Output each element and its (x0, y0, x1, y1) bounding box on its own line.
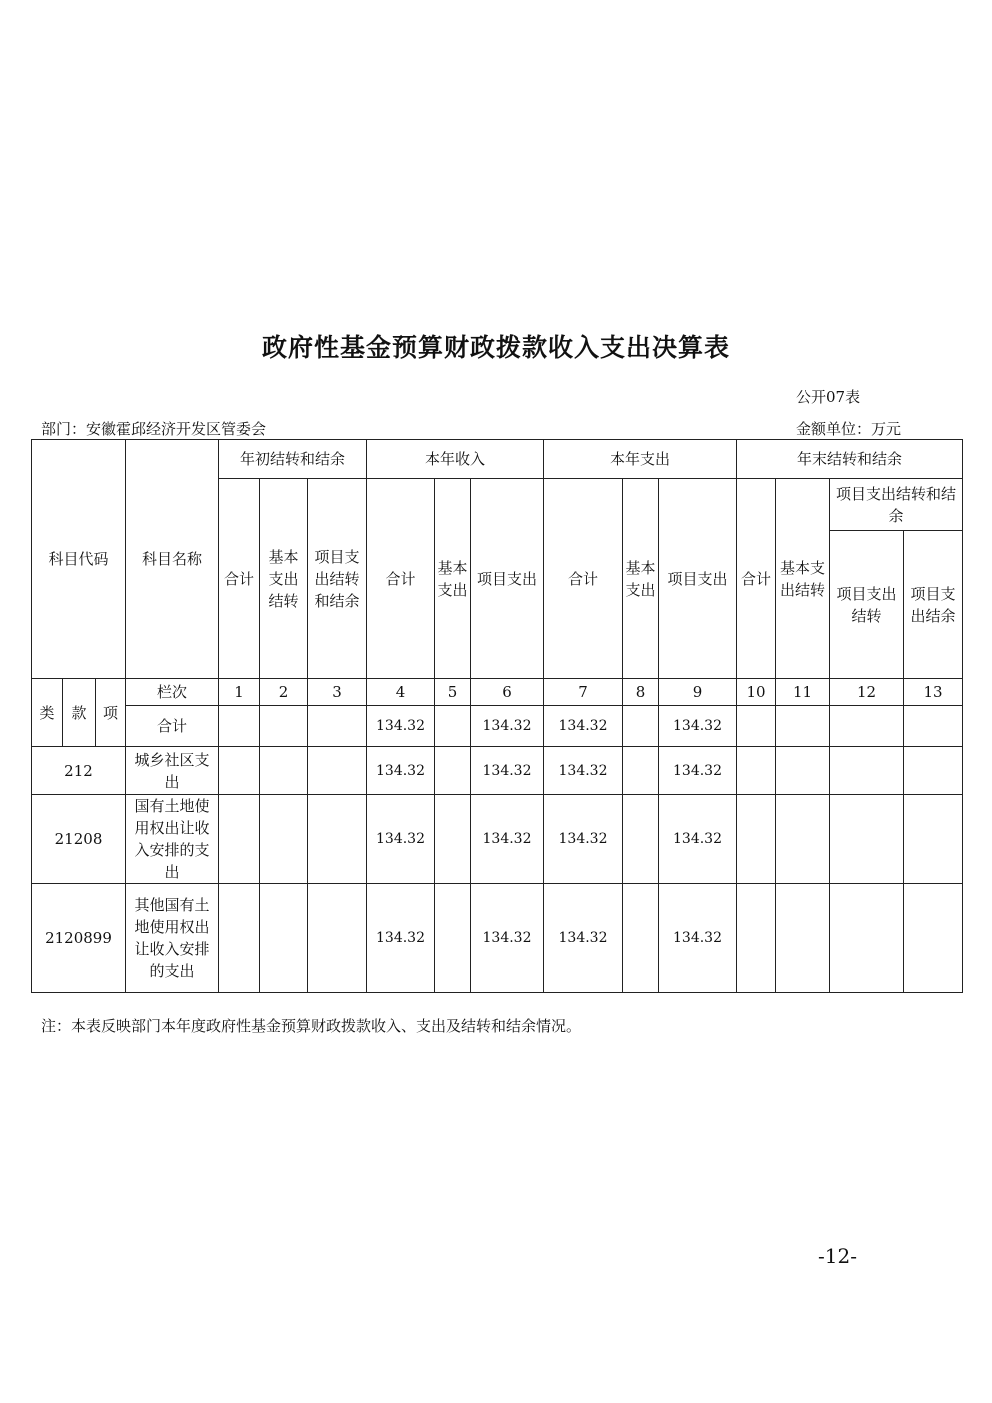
total-cell (219, 706, 260, 747)
row-cell: 134.32 (471, 884, 544, 993)
row-cell (737, 884, 776, 993)
row-cell (260, 884, 308, 993)
row-cell (904, 795, 963, 884)
column-number: 9 (659, 679, 737, 706)
row-code: 2120899 (32, 884, 126, 993)
column-number: 13 (904, 679, 963, 706)
total-cell (308, 706, 367, 747)
table-row (32, 795, 963, 884)
total-cell: 134.32 (471, 706, 544, 747)
row-cell: 134.32 (544, 747, 623, 795)
row-cell (830, 747, 904, 795)
row-cell (623, 795, 659, 884)
column-number: 2 (260, 679, 308, 706)
column-number: 7 (544, 679, 623, 706)
table-row (32, 884, 963, 993)
unit-label: 金额单位：万元 (796, 420, 902, 438)
row-cell (776, 747, 830, 795)
header-group-begin: 年初结转和结余 (219, 440, 367, 479)
row-name: 其他国有土地使用权出让收入安排的支出 (126, 884, 219, 993)
header-group-expense: 本年支出 (544, 440, 737, 479)
total-cell: 134.32 (367, 706, 435, 747)
row-cell: 134.32 (471, 747, 544, 795)
header-end-project-carry: 项目支出结转 (830, 531, 904, 679)
total-cell (904, 706, 963, 747)
row-cell (904, 884, 963, 993)
page-number: -12- (818, 1244, 857, 1268)
header-end-total: 合计 (737, 479, 776, 679)
form-number: 公开07表 (796, 388, 861, 406)
header-end-project-balance: 项目支出结余 (904, 531, 963, 679)
row-cell (776, 884, 830, 993)
budget-table (31, 439, 963, 993)
department-label: 部门：安徽霍邱经济开发区管委会 (41, 420, 267, 438)
header-income-project: 项目支出 (471, 479, 544, 679)
total-cell (776, 706, 830, 747)
row-cell: 134.32 (659, 747, 737, 795)
row-cell (308, 795, 367, 884)
header-begin-basic: 基本支出结转 (260, 479, 308, 679)
total-cell (830, 706, 904, 747)
header-xiang: 项 (96, 679, 126, 747)
header-group-end: 年末结转和结余 (737, 440, 963, 479)
total-cell: 134.32 (544, 706, 623, 747)
header-lei: 类 (32, 679, 63, 747)
row-code: 212 (32, 747, 126, 795)
header-begin-project: 项目支出结转和结余 (308, 479, 367, 679)
row-cell (623, 884, 659, 993)
column-number: 4 (367, 679, 435, 706)
column-number: 6 (471, 679, 544, 706)
header-income-basic: 基本支出 (435, 479, 471, 679)
row-cell (219, 795, 260, 884)
header-name: 科目名称 (126, 440, 219, 679)
row-cell (435, 884, 471, 993)
row-cell (737, 747, 776, 795)
column-number: 8 (623, 679, 659, 706)
row-cell: 134.32 (367, 747, 435, 795)
row-name: 城乡社区支出 (126, 747, 219, 795)
column-number: 12 (830, 679, 904, 706)
row-code: 21208 (32, 795, 126, 884)
row-cell (830, 884, 904, 993)
table-row (32, 747, 963, 795)
row-cell (219, 884, 260, 993)
total-cell: 134.32 (659, 706, 737, 747)
row-cell (260, 747, 308, 795)
row-cell (260, 795, 308, 884)
row-name: 国有土地使用权出让收入安排的支出 (126, 795, 219, 884)
row-cell: 134.32 (367, 884, 435, 993)
header-expense-project: 项目支出 (659, 479, 737, 679)
column-number: 3 (308, 679, 367, 706)
row-cell: 134.32 (659, 884, 737, 993)
header-income-total: 合计 (367, 479, 435, 679)
table-note: 注：本表反映部门本年度政府性基金预算财政拨款收入、支出及结转和结余情况。 (41, 1017, 582, 1035)
row-cell: 134.32 (544, 884, 623, 993)
row-cell: 134.32 (471, 795, 544, 884)
header-group-income: 本年收入 (367, 440, 544, 479)
column-number: 1 (219, 679, 260, 706)
row-cell (830, 795, 904, 884)
row-cell (435, 795, 471, 884)
header-code: 科目代码 (32, 440, 126, 679)
row-cell (435, 747, 471, 795)
total-cell (623, 706, 659, 747)
row-cell (904, 747, 963, 795)
total-cell (435, 706, 471, 747)
header-begin-total: 合计 (219, 479, 260, 679)
total-cell (737, 706, 776, 747)
row-cell (737, 795, 776, 884)
page-title: 政府性基金预算财政拨款收入支出决算表 (261, 333, 730, 362)
row-cell (219, 747, 260, 795)
row-cell: 134.32 (367, 795, 435, 884)
row-cell (623, 747, 659, 795)
header-expense-total: 合计 (544, 479, 623, 679)
row-cell (308, 747, 367, 795)
header-kuan: 款 (63, 679, 96, 747)
column-index-label: 栏次 (126, 679, 219, 706)
header-expense-basic: 基本支出 (623, 479, 659, 679)
column-number: 10 (737, 679, 776, 706)
column-number: 5 (435, 679, 471, 706)
column-number: 11 (776, 679, 830, 706)
row-cell: 134.32 (659, 795, 737, 884)
row-cell (308, 884, 367, 993)
header-end-project-group: 项目支出结转和结余 (830, 479, 963, 531)
total-cell (260, 706, 308, 747)
row-cell: 134.32 (544, 795, 623, 884)
row-cell (776, 795, 830, 884)
total-row-label: 合计 (126, 706, 219, 747)
header-end-basic: 基本支出结转 (776, 479, 830, 679)
